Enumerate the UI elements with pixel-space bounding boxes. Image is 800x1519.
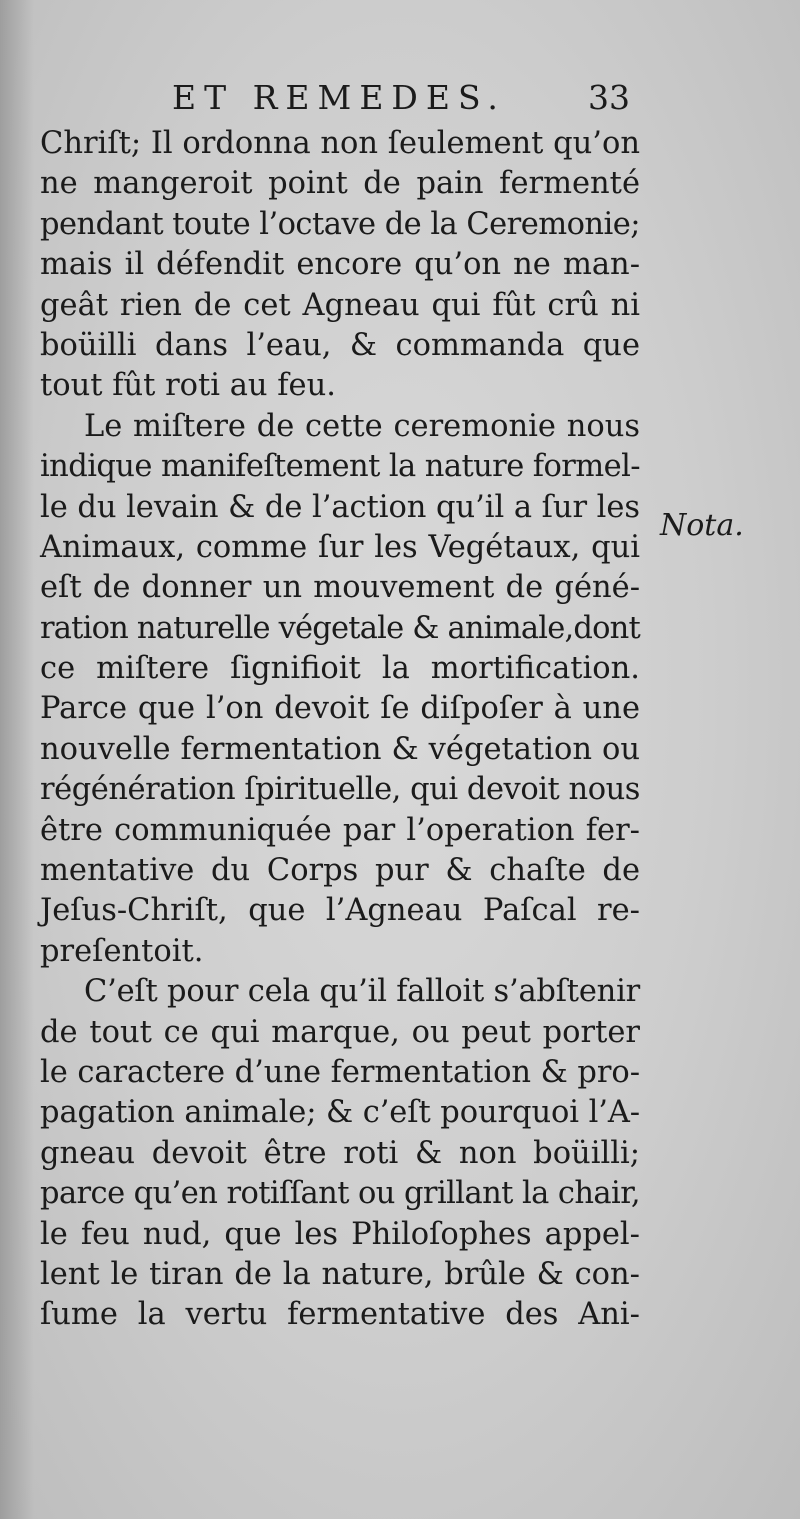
text-line: geât rien de cet Agneau qui fût crû ni — [40, 287, 640, 323]
body-text — [40, 124, 640, 1336]
text-line: C’eſt pour cela qu’il falloit s’abſtenir — [84, 974, 640, 1010]
text-line: gneau devoit être roti & non boüilli; — [40, 1135, 640, 1171]
text-line: Le miſtere de cette ceremonie nous — [84, 408, 640, 444]
text-line: être communiquée par l’operation fer- — [40, 812, 640, 848]
text-line: le du levain & de l’action qu’il a ſur les — [40, 489, 640, 525]
text-line: mentative du Corps pur & chaſte de — [40, 853, 640, 889]
running-title: ET REMEDES. — [172, 78, 506, 117]
text-line: ce miſtere ſignifioit la mortification. — [40, 651, 640, 687]
marginal-note: Nota. — [660, 508, 744, 543]
text-line: indique manifeſtement la nature formel- — [40, 449, 640, 485]
text-line: mais il défendit encore qu’on ne man- — [40, 247, 640, 283]
text-line: pendant toute l’octave de la Ceremonie; — [40, 206, 640, 242]
text-line: Parce que l’on devoit ſe diſpoſer à une — [40, 691, 640, 727]
text-line: lent le tiran de la nature, brûle & con- — [40, 1256, 640, 1292]
page-gutter-shadow — [0, 0, 34, 1519]
text-line: boüilli dans l’eau, & commanda que — [40, 327, 640, 363]
text-line: Chriſt; Il ordonna non ſeulement qu’on — [40, 126, 640, 161]
text-line: preſentoit. — [40, 933, 204, 969]
text-line: eſt de donner un mouvement de géné- — [40, 570, 640, 606]
text-line: parce qu’en rotiſſant ou grillant la chair, — [40, 1176, 640, 1212]
text-line: tout fût roti au feu. — [40, 368, 336, 404]
running-head — [40, 78, 640, 122]
text-line: Jeſus-Chriſt, que l’Agneau Paſcal re- — [40, 893, 640, 929]
text-line: ne mangeroit point de pain fermenté — [40, 166, 640, 202]
text-line: Animaux, comme ſur les Vegétaux, qui — [40, 529, 640, 565]
text-line: le caractere d’une fermentation & pro- — [40, 1054, 640, 1090]
text-line: ſume la vertu fermentative des Ani- — [40, 1297, 640, 1333]
text-line: de tout ce qui marque, ou peut porter — [40, 1014, 640, 1050]
text-line: pagation animale; & c’eſt pourquoi l’A- — [40, 1095, 640, 1131]
page-number: 33 — [588, 78, 630, 117]
text-line: nouvelle fermentation & végetation ou — [40, 731, 640, 767]
text-line: ration naturelle végetale & animale,dont — [40, 610, 640, 646]
text-line: le feu nud, que les Philoſophes appel- — [40, 1216, 640, 1252]
text-line: régénération ſpirituelle, qui devoit nous — [40, 772, 640, 808]
